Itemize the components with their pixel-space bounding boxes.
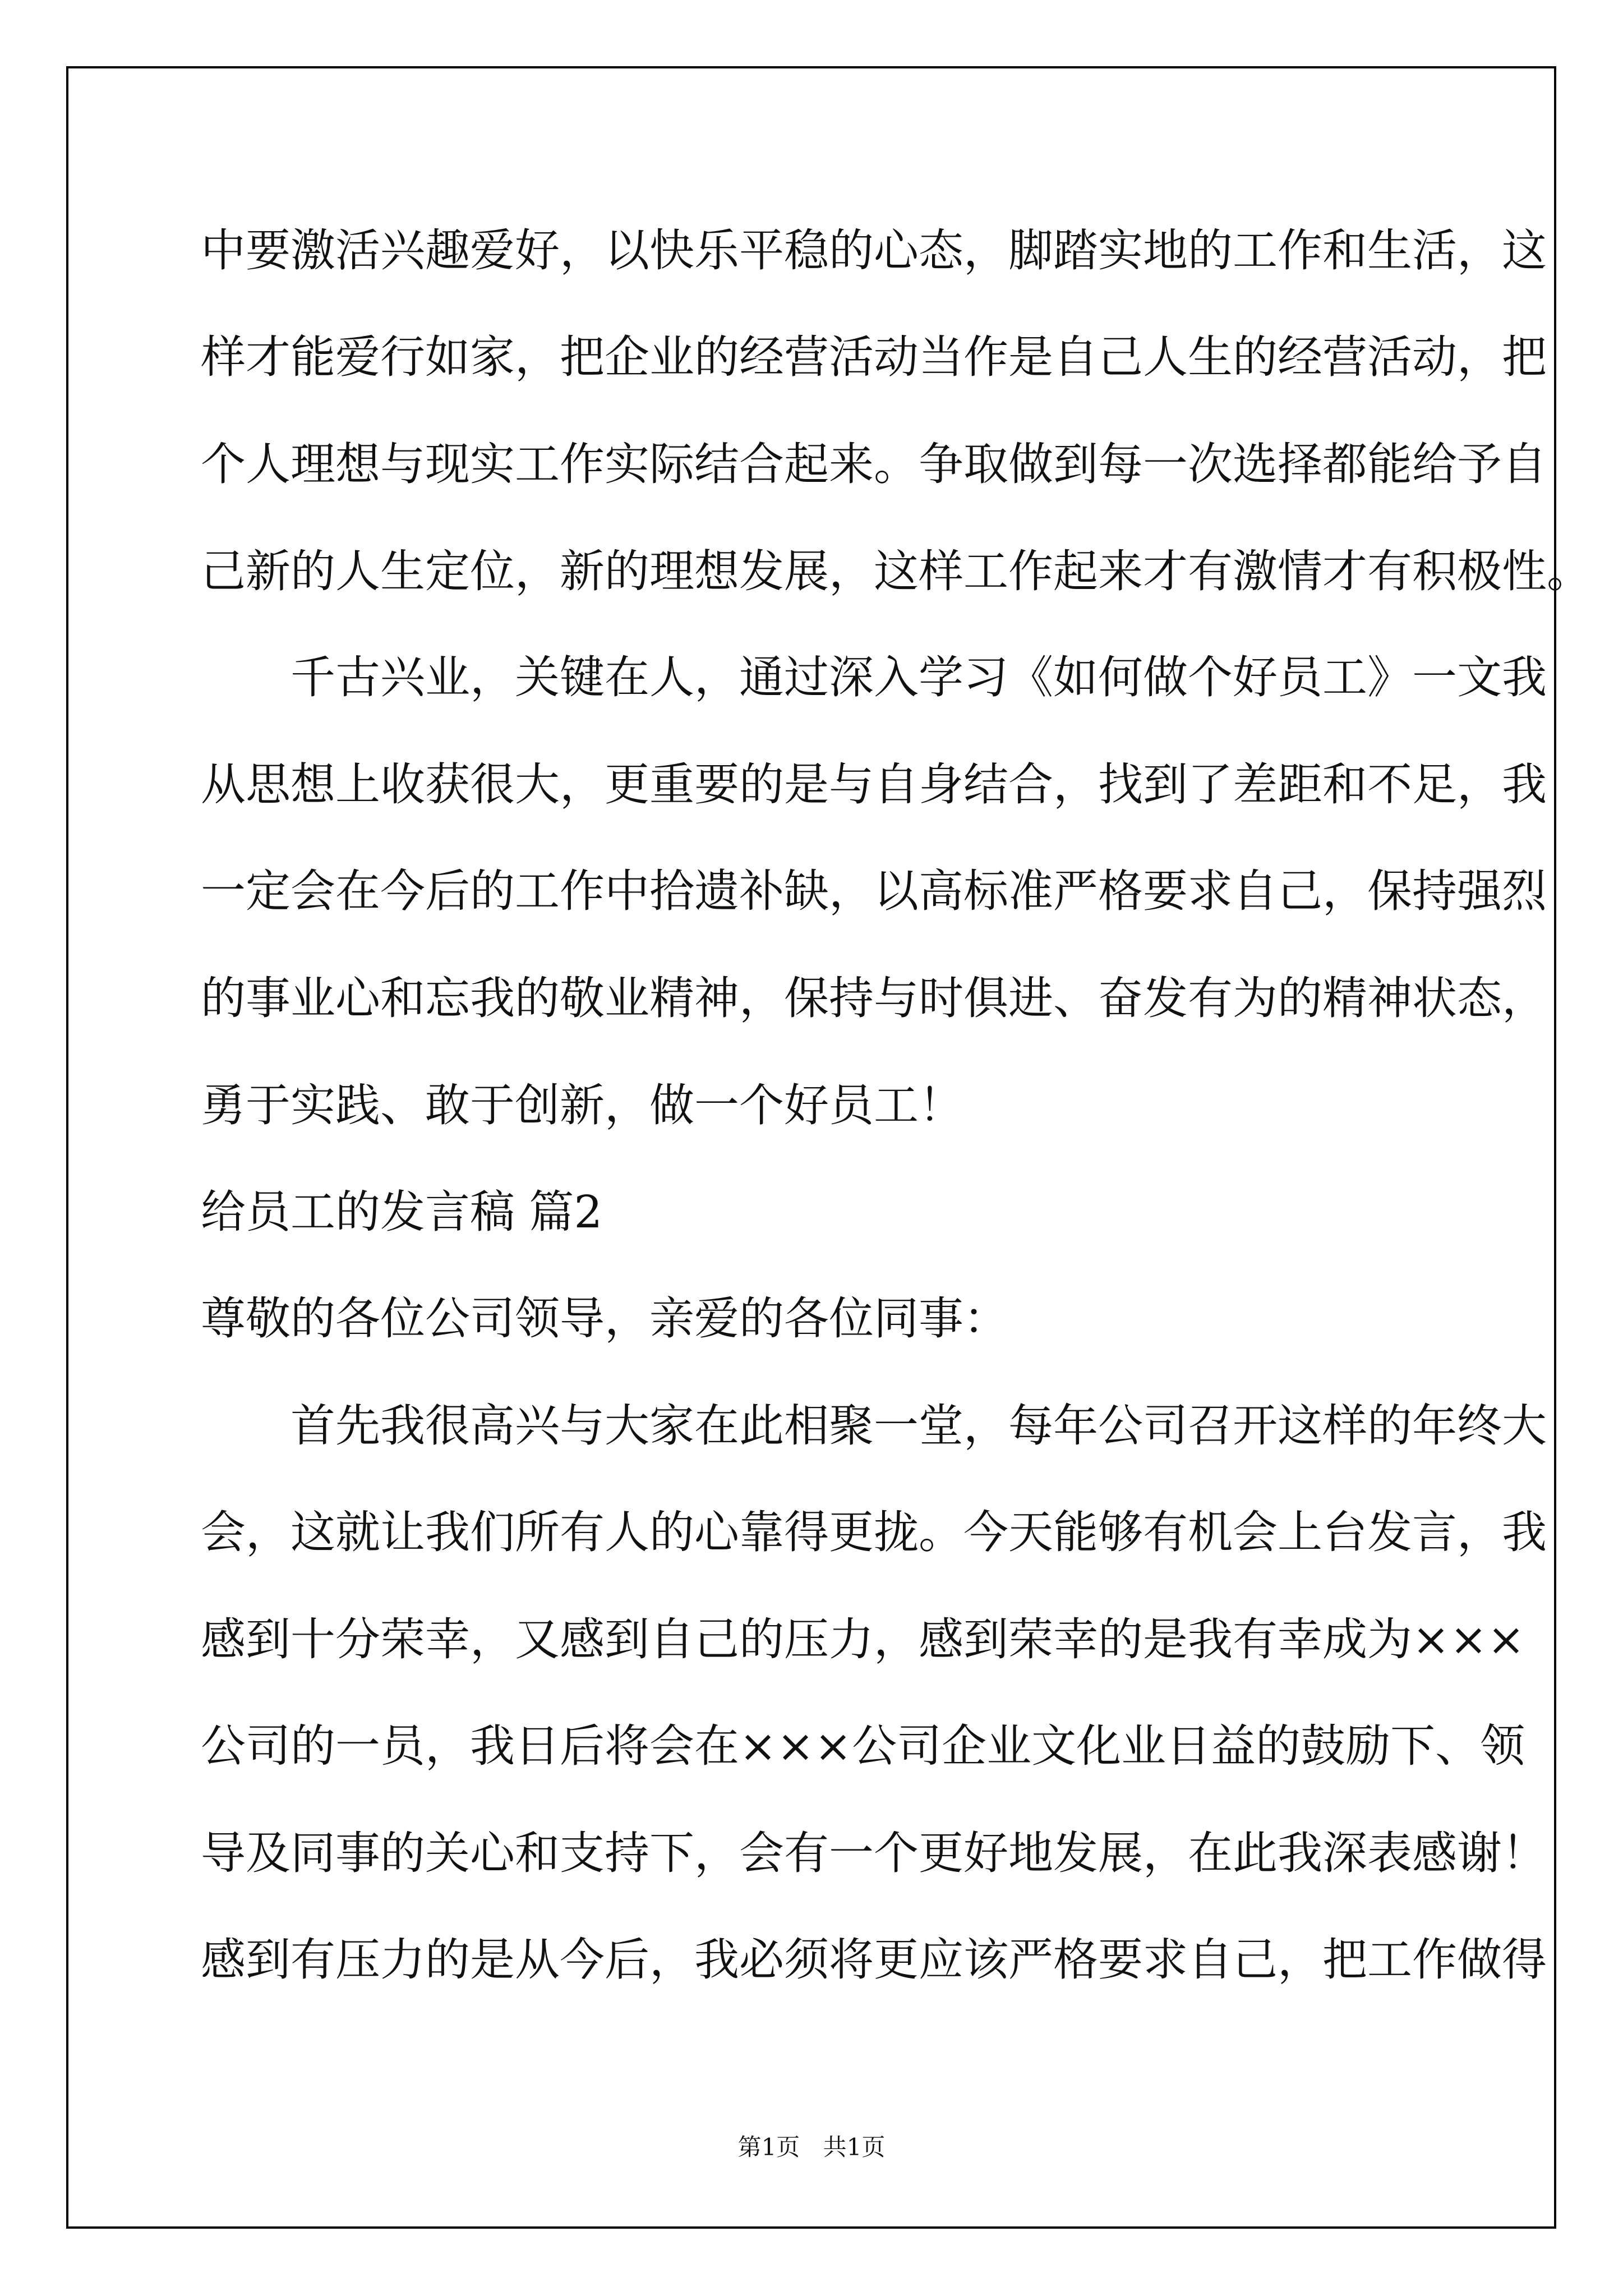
text-line: 感到十分荣幸，又感到自己的压力，感到荣幸的是我有幸成为×××: [201, 1613, 1525, 1665]
salutation: 尊敬的各位公司领导，亲爱的各位同事：: [201, 1292, 1008, 1345]
text-line: 感到有压力的是从今后，我必须将更应该严格要求自己，把工作做得: [201, 1934, 1547, 1986]
text-line: 导及同事的关心和支持下，会有一个更好地发展，在此我深表感谢！: [201, 1827, 1547, 1879]
text-line: 公司的一员，我日后将会在×××公司企业文化业日益的鼓励下、领: [201, 1720, 1525, 1772]
text-line: 勇于实践、敢于创新，做一个好员工！: [201, 1079, 963, 1131]
text-line: 会，这就让我们所有人的心靠得更拢。今天能够有机会上台发言，我: [201, 1506, 1547, 1558]
text-line: 一定会在今后的工作中拾遗补缺，以高标准严格要求自己，保持强烈: [201, 865, 1547, 917]
text-line: 样才能爱行如家，把企业的经营活动当作是自己人生的经营活动，把: [201, 331, 1547, 383]
section-heading: 给员工的发言稿 篇2: [201, 1186, 603, 1238]
text-line: 个人理想与现实工作实际结合起来。争取做到每一次选择都能给予自: [201, 438, 1547, 490]
text-line: 从思想上收获很大，更重要的是与自身结合，找到了差距和不足，我: [201, 758, 1547, 811]
text-line: 己新的人生定位，新的理想发展，这样工作起来才有激情才有积极性。: [201, 545, 1592, 597]
page-footer: [0, 2129, 1623, 2162]
page-total: 共1页: [823, 2133, 886, 2161]
text-line: 中要激活兴趣爱好，以快乐平稳的心态，脚踏实地的工作和生活，这: [201, 224, 1547, 277]
page-number: 第1页: [737, 2133, 800, 2161]
text-line: 千古兴业，关键在人，通过深入学习《如何做个好员工》一文我: [201, 651, 1547, 703]
page-border: [66, 66, 1556, 2229]
text-line: 的事业心和忘我的敬业精神，保持与时俱进、奋发有为的精神状态，: [201, 972, 1547, 1024]
text-line: 首先我很高兴与大家在此相聚一堂，每年公司召开这样的年终大: [201, 1400, 1547, 1452]
